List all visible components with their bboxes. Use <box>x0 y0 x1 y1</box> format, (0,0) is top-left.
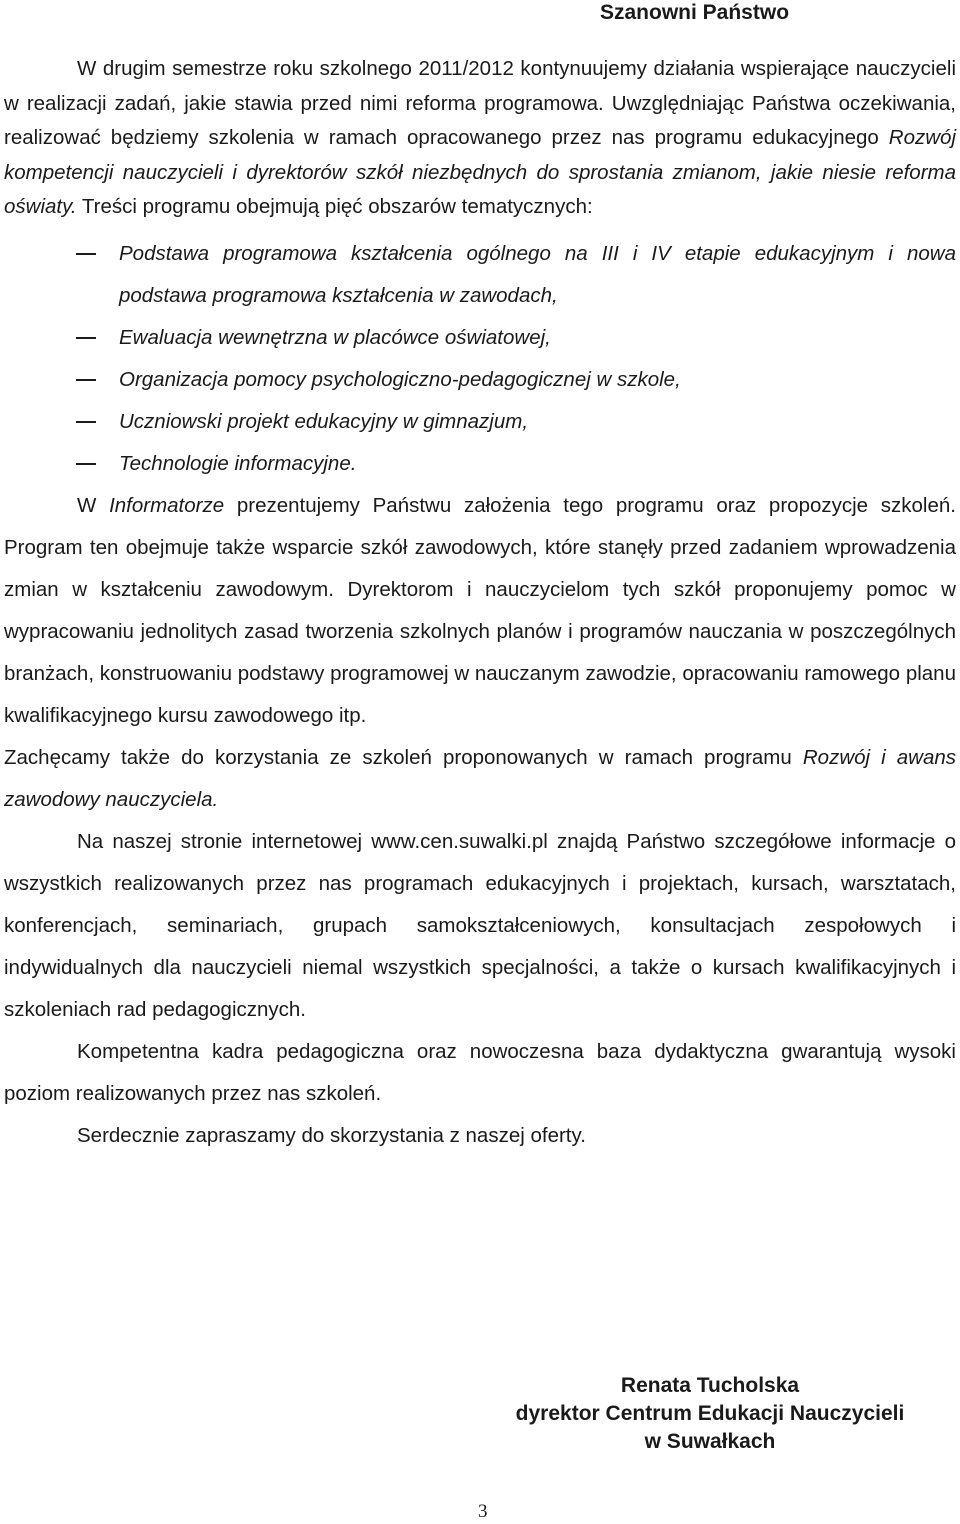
greeting-heading: Szanowni Państwo <box>600 1 790 24</box>
dash-bullet-icon <box>76 421 96 423</box>
list-item: Podstawa programowa kształcenia ogólnego na III i IV etapie edukacyjnym i nowa podstawa programowa kształcenia w zawodach, <box>4 233 956 317</box>
letter-body <box>4 52 956 1157</box>
invitation-paragraph: Serdecznie zapraszamy do skorzystania z naszej oferty. <box>77 1123 586 1147</box>
list-item: Technologie informacyjne. <box>4 443 956 485</box>
signatory-location: w Suwałkach <box>644 1430 776 1453</box>
encourage-paragraph: Zachęcamy także do korzystania ze szkoleń proponowanych w ramach programu Rozwój i awans zawodowy nauczyciela. <box>4 745 957 811</box>
dash-bullet-icon <box>76 379 96 381</box>
page-number: 3 <box>478 1501 488 1522</box>
dash-bullet-icon <box>76 337 96 339</box>
intro-text-part2: Treści programu obejmują pięć obszarów tematycznych: <box>76 195 593 218</box>
signature-block <box>480 1372 940 1456</box>
career-program-title: Rozwój i awans zawodowy nauczyciela. <box>4 745 957 811</box>
thematic-areas-list <box>4 233 956 485</box>
program-title: Rozwój kompetencji nauczycieli i dyrektorów szkół niezbędnych do sprostania zmianom, jakie niesie reforma oświaty. <box>4 126 956 218</box>
informator-paragraph: W Informatorze prezentujemy Państwu założenia tego programu oraz propozycje szkoleń. Program ten obejmuje także wsparcie szkół zawodowych, które stanęły przed zadaniem wprowadzenia zmian w kształceniu zawodowym. Dyrektorom i nauczycielom tych szkół proponujemy pomoc w wypracowaniu jednolitych zasad tworzenia szkolnych planów i programów nauczania w poszczególnych branżach, konstruowaniu podstawy programowej w nauczanym zawodzie, opracowaniu ramowego planu kwalifikacyjnego kursu zawodowego itp. <box>4 493 956 727</box>
list-item: Organizacja pomocy psychologiczno-pedagogicznej w szkole, <box>4 359 956 401</box>
signatory-name: Renata Tucholska <box>620 1374 800 1397</box>
intro-paragraph <box>4 52 956 225</box>
signatory-title: dyrektor Centrum Edukacji Nauczycieli <box>515 1402 905 1425</box>
competence-paragraph: Kompetentna kadra pedagogiczna oraz nowoczesna baza dydaktyczna gwarantują wysoki poziom realizowanych przez nas szkoleń. <box>4 1039 956 1105</box>
website-paragraph: Na naszej stronie internetowej www.cen.suwalki.pl znajdą Państwo szczegółowe informacje o wszystkich realizowanych przez nas programach edukacyjnych i projektach, kursach, warsztatach, konferencjach, seminariach, grupach samokształceniowych, konsultacjach zespołowych i indywidualnych dla nauczycieli niemal wszystkich specjalności, a także o kursach kwalifikacyjnych i szkoleniach rad pedagogicznych. <box>4 829 956 1021</box>
list-item: Ewaluacja wewnętrzna w placówce oświatowej, <box>4 317 956 359</box>
dash-bullet-icon <box>76 253 96 255</box>
document-page <box>4 0 956 1524</box>
dash-bullet-icon <box>76 463 96 465</box>
list-item: Uczniowski projekt edukacyjny w gimnazjum, <box>4 401 956 443</box>
informator-title: Informatorze <box>109 493 225 517</box>
intro-text-part1: W drugim semestrze roku szkolnego 2011/2012 kontynuujemy działania wspierające nauczycieli w realizacji zadań, jakie stawia przed nimi reforma programowa. Uwzględniając Państwa oczekiwania, realizować będziemy szkolenia w ramach opracowanego przez nas programu edukacyjnego <box>4 57 956 149</box>
